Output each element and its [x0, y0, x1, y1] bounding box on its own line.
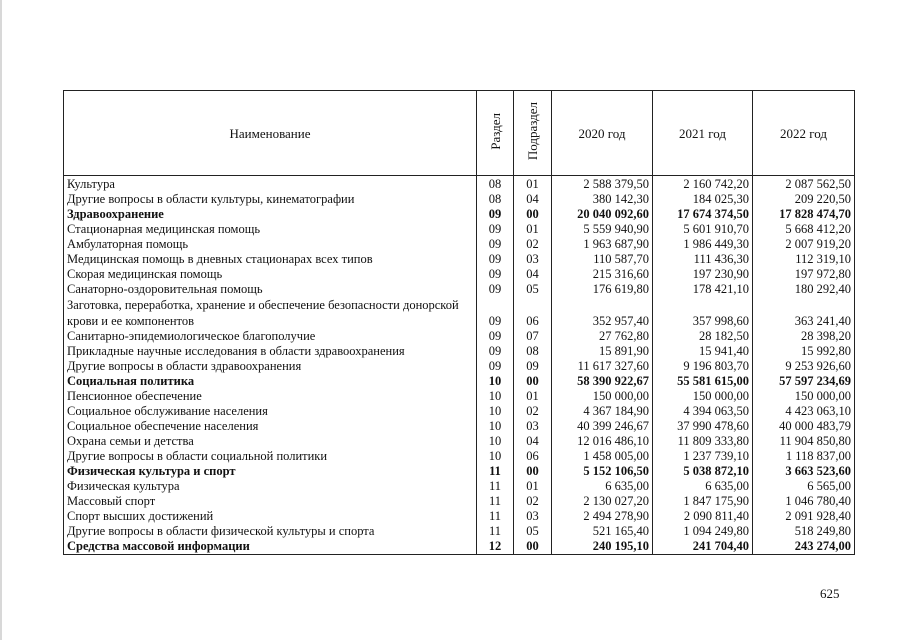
cell-podrazdel: 01: [514, 479, 552, 494]
cell-name: Другие вопросы в области культуры, кинематографии: [64, 192, 477, 207]
table-row: [64, 176, 855, 193]
cell-podrazdel: 06: [514, 297, 552, 329]
cell-name: Пенсионное обеспечение: [64, 389, 477, 404]
cell-podrazdel: 01: [514, 222, 552, 237]
cell-2020: 2 130 027,20: [552, 494, 653, 509]
cell-2021: 178 421,10: [653, 282, 753, 297]
table-row: [64, 449, 855, 464]
cell-2022: 1 118 837,00: [753, 449, 855, 464]
cell-2020: 5 559 940,90: [552, 222, 653, 237]
cell-2020: 40 399 246,67: [552, 419, 653, 434]
table-row: [64, 524, 855, 539]
cell-2021: 4 394 063,50: [653, 404, 753, 419]
cell-razdel: 10: [477, 434, 514, 449]
table-row: [64, 539, 855, 555]
cell-name: Охрана семьи и детства: [64, 434, 477, 449]
cell-podrazdel: 04: [514, 192, 552, 207]
header-year-2022: 2022 год: [753, 91, 855, 176]
cell-2021: 1 847 175,90: [653, 494, 753, 509]
cell-2022: 40 000 483,79: [753, 419, 855, 434]
cell-podrazdel: 06: [514, 449, 552, 464]
header-year-2021: 2021 год: [653, 91, 753, 176]
cell-razdel: 10: [477, 374, 514, 389]
cell-2021: 9 196 803,70: [653, 359, 753, 374]
cell-2020: 352 957,40: [552, 297, 653, 329]
cell-name: Прикладные научные исследования в области здравоохранения: [64, 344, 477, 359]
cell-name: Физическая культура и спорт: [64, 464, 477, 479]
cell-name: Социальное обеспечение населения: [64, 419, 477, 434]
cell-name: Спорт высших достижений: [64, 509, 477, 524]
cell-razdel: 09: [477, 267, 514, 282]
cell-podrazdel: 00: [514, 207, 552, 222]
cell-2021: 197 230,90: [653, 267, 753, 282]
cell-razdel: 08: [477, 176, 514, 193]
cell-name: Другие вопросы в области физической культуры и спорта: [64, 524, 477, 539]
cell-podrazdel: 03: [514, 252, 552, 267]
cell-podrazdel: 00: [514, 464, 552, 479]
cell-razdel: 11: [477, 509, 514, 524]
cell-podrazdel: 07: [514, 329, 552, 344]
cell-2022: 3 663 523,60: [753, 464, 855, 479]
cell-name: Массовый спорт: [64, 494, 477, 509]
table-body: [64, 176, 855, 555]
cell-razdel: 08: [477, 192, 514, 207]
cell-razdel: 11: [477, 479, 514, 494]
cell-name: Средства массовой информации: [64, 539, 477, 555]
cell-razdel: 10: [477, 389, 514, 404]
cell-name: Физическая культура: [64, 479, 477, 494]
table-row: [64, 509, 855, 524]
cell-2022: 17 828 474,70: [753, 207, 855, 222]
cell-podrazdel: 00: [514, 374, 552, 389]
header-podrazdel: Подраздел: [514, 91, 552, 176]
table-row: [64, 237, 855, 252]
cell-2020: 1 458 005,00: [552, 449, 653, 464]
table-row: [64, 267, 855, 282]
cell-2020: 215 316,60: [552, 267, 653, 282]
cell-2022: 5 668 412,20: [753, 222, 855, 237]
cell-2021: 150 000,00: [653, 389, 753, 404]
cell-razdel: 09: [477, 297, 514, 329]
cell-2021: 37 990 478,60: [653, 419, 753, 434]
cell-2021: 2 160 742,20: [653, 176, 753, 193]
cell-podrazdel: 05: [514, 282, 552, 297]
cell-razdel: 11: [477, 524, 514, 539]
table-header-row: [64, 91, 855, 176]
cell-podrazdel: 02: [514, 404, 552, 419]
table-row: [64, 222, 855, 237]
cell-2021: 241 704,40: [653, 539, 753, 555]
cell-2020: 240 195,10: [552, 539, 653, 555]
cell-name: Другие вопросы в области здравоохранения: [64, 359, 477, 374]
table-row: [64, 494, 855, 509]
cell-2021: 6 635,00: [653, 479, 753, 494]
cell-razdel: 09: [477, 282, 514, 297]
cell-podrazdel: 03: [514, 509, 552, 524]
table-row: [64, 252, 855, 267]
cell-name: Заготовка, переработка, хранение и обеспечение безопасности донорской крови и ее компонентов: [64, 297, 477, 329]
cell-podrazdel: 04: [514, 434, 552, 449]
cell-razdel: 09: [477, 344, 514, 359]
table-row: [64, 404, 855, 419]
cell-2020: 1 963 687,90: [552, 237, 653, 252]
cell-2022: 9 253 926,60: [753, 359, 855, 374]
table-row: [64, 282, 855, 297]
cell-2022: 1 046 780,40: [753, 494, 855, 509]
cell-name: Социальное обслуживание населения: [64, 404, 477, 419]
cell-name: Здравоохранение: [64, 207, 477, 222]
cell-2021: 17 674 374,50: [653, 207, 753, 222]
table-row: [64, 389, 855, 404]
table-row: [64, 419, 855, 434]
cell-2020: 12 016 486,10: [552, 434, 653, 449]
cell-2022: 112 319,10: [753, 252, 855, 267]
budget-table: [63, 90, 855, 555]
cell-podrazdel: 02: [514, 494, 552, 509]
cell-2022: 15 992,80: [753, 344, 855, 359]
cell-2020: 380 142,30: [552, 192, 653, 207]
cell-2021: 5 038 872,10: [653, 464, 753, 479]
cell-2021: 15 941,40: [653, 344, 753, 359]
cell-podrazdel: 09: [514, 359, 552, 374]
table-row: [64, 359, 855, 374]
cell-2021: 1 986 449,30: [653, 237, 753, 252]
cell-2020: 27 762,80: [552, 329, 653, 344]
cell-name: Санитарно-эпидемиологическое благополучие: [64, 329, 477, 344]
cell-2022: 363 241,40: [753, 297, 855, 329]
cell-razdel: 10: [477, 404, 514, 419]
table-row: [64, 479, 855, 494]
cell-2022: 4 423 063,10: [753, 404, 855, 419]
table-row: [64, 297, 855, 329]
cell-podrazdel: 01: [514, 176, 552, 193]
cell-2021: 111 436,30: [653, 252, 753, 267]
cell-2020: 2 588 379,50: [552, 176, 653, 193]
cell-name: Стационарная медицинская помощь: [64, 222, 477, 237]
cell-2021: 1 237 739,10: [653, 449, 753, 464]
cell-2022: 6 565,00: [753, 479, 855, 494]
table-row: [64, 207, 855, 222]
cell-razdel: 09: [477, 359, 514, 374]
cell-2020: 110 587,70: [552, 252, 653, 267]
cell-2022: 518 249,80: [753, 524, 855, 539]
cell-podrazdel: 02: [514, 237, 552, 252]
cell-2020: 521 165,40: [552, 524, 653, 539]
cell-2020: 150 000,00: [552, 389, 653, 404]
cell-2020: 5 152 106,50: [552, 464, 653, 479]
cell-2022: 209 220,50: [753, 192, 855, 207]
header-year-2020: 2020 год: [552, 91, 653, 176]
table-row: [64, 192, 855, 207]
cell-2021: 357 998,60: [653, 297, 753, 329]
header-razdel: Раздел: [477, 91, 514, 176]
cell-podrazdel: 00: [514, 539, 552, 555]
table-row: [64, 434, 855, 449]
cell-name: Медицинская помощь в дневных стационарах всех типов: [64, 252, 477, 267]
cell-2022: 11 904 850,80: [753, 434, 855, 449]
cell-2021: 11 809 333,80: [653, 434, 753, 449]
cell-razdel: 09: [477, 252, 514, 267]
cell-2020: 2 494 278,90: [552, 509, 653, 524]
cell-2022: 2 087 562,50: [753, 176, 855, 193]
cell-name: Культура: [64, 176, 477, 193]
header-name: Наименование: [64, 91, 477, 176]
page-number: 625: [820, 586, 840, 601]
cell-2021: 184 025,30: [653, 192, 753, 207]
cell-2022: 243 274,00: [753, 539, 855, 555]
cell-2021: 28 182,50: [653, 329, 753, 344]
cell-2021: 2 090 811,40: [653, 509, 753, 524]
cell-razdel: 11: [477, 464, 514, 479]
table-row: [64, 374, 855, 389]
cell-razdel: 10: [477, 449, 514, 464]
cell-podrazdel: 04: [514, 267, 552, 282]
cell-2022: 150 000,00: [753, 389, 855, 404]
cell-razdel: 11: [477, 494, 514, 509]
cell-name: Скорая медицинская помощь: [64, 267, 477, 282]
cell-2022: 197 972,80: [753, 267, 855, 282]
cell-2020: 58 390 922,67: [552, 374, 653, 389]
cell-2022: 57 597 234,69: [753, 374, 855, 389]
table-row: [64, 329, 855, 344]
cell-2020: 176 619,80: [552, 282, 653, 297]
cell-2022: 180 292,40: [753, 282, 855, 297]
cell-2021: 55 581 615,00: [653, 374, 753, 389]
cell-2022: 28 398,20: [753, 329, 855, 344]
cell-2020: 6 635,00: [552, 479, 653, 494]
cell-razdel: 12: [477, 539, 514, 555]
cell-2020: 4 367 184,90: [552, 404, 653, 419]
cell-2020: 11 617 327,60: [552, 359, 653, 374]
cell-podrazdel: 05: [514, 524, 552, 539]
cell-podrazdel: 01: [514, 389, 552, 404]
cell-razdel: 09: [477, 222, 514, 237]
cell-2022: 2 091 928,40: [753, 509, 855, 524]
cell-name: Другие вопросы в области социальной политики: [64, 449, 477, 464]
cell-2021: 1 094 249,80: [653, 524, 753, 539]
cell-name: Санаторно-оздоровительная помощь: [64, 282, 477, 297]
cell-name: Социальная политика: [64, 374, 477, 389]
table-row: [64, 464, 855, 479]
cell-2022: 2 007 919,20: [753, 237, 855, 252]
cell-podrazdel: 08: [514, 344, 552, 359]
table-row: [64, 344, 855, 359]
cell-2021: 5 601 910,70: [653, 222, 753, 237]
cell-razdel: 09: [477, 207, 514, 222]
cell-2020: 20 040 092,60: [552, 207, 653, 222]
cell-razdel: 09: [477, 237, 514, 252]
page-edge: [0, 0, 2, 640]
cell-2020: 15 891,90: [552, 344, 653, 359]
cell-podrazdel: 03: [514, 419, 552, 434]
cell-name: Амбулаторная помощь: [64, 237, 477, 252]
cell-razdel: 09: [477, 329, 514, 344]
cell-razdel: 10: [477, 419, 514, 434]
